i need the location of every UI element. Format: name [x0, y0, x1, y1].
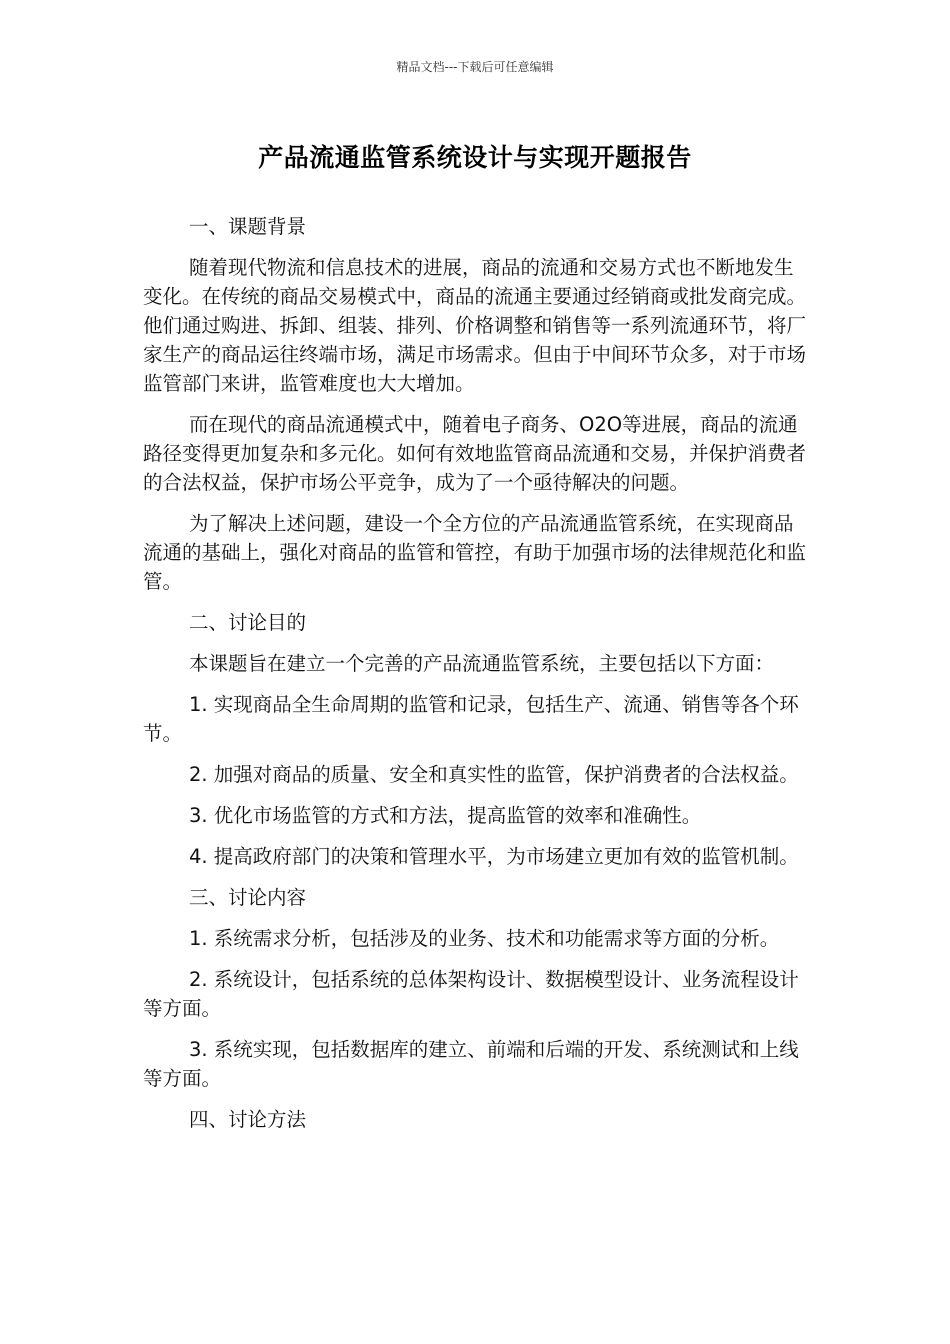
header-note: 精品文档---下载后可任意编辑 — [396, 60, 554, 74]
list-item: 3. 优化市场监管的方式和方法，提高监管的效率和准确性。 — [189, 804, 702, 827]
list-item: 3. 系统实现，包括数据库的建立、前端和后端的开发、系统测试和上线等方面。 — [143, 1038, 799, 1090]
list-item: 4. 提高政府部门的决策和管理水平，为市场建立更加有效的监管机制。 — [189, 845, 799, 868]
paragraph: 随着现代物流和信息技术的进展，商品的流通和交易方式也不断地发生变化。在传统的商品交易模式中，商品的流通主要通过经销商或批发商完成。他们通过购进、拆卸、组装、排列、价格调整和销售等一系列流通环节，将厂家生产的商品运往终端市场，满足市场需求。但由于中间环节众多，对于市场监管部门来讲，监管难度也大大增加。 — [143, 256, 807, 395]
list-item: 2. 加强对商品的质量、安全和真实性的监管，保护消费者的合法权益。 — [189, 763, 799, 786]
list-item: 1. 实现商品全生命周期的监管和记录，包括生产、流通、销售等各个环节。 — [143, 693, 799, 745]
list-item: 2. 系统设计，包括系统的总体架构设计、数据模型设计、业务流程设计等方面。 — [143, 968, 799, 1020]
paragraph: 为了解决上述问题，建设一个全方位的产品流通监管系统，在实现商品流通的基础上，强化对商品的监管和管控，有助于加强市场的法律规范化和监管。 — [143, 512, 807, 593]
section-heading-background: 一、课题背景 — [189, 215, 307, 238]
section-heading-method: 四、讨论方法 — [189, 1108, 307, 1131]
paragraph: 本课题旨在建立一个完善的产品流通监管系统，主要包括以下方面： — [189, 652, 775, 675]
list-item: 1. 系统需求分析，包括涉及的业务、技术和功能需求等方面的分析。 — [189, 927, 780, 950]
section-heading-content: 三、讨论内容 — [189, 886, 307, 909]
document-body — [143, 212, 811, 1146]
section-heading-purpose: 二、讨论目的 — [189, 611, 307, 634]
document-title: 产品流通监管系统设计与实现开题报告 — [258, 143, 692, 172]
paragraph: 而在现代的商品流通模式中，随着电子商务、O2O等进展，商品的流通路径变得更加复杂和多元化。如何有效地监管商品流通和交易，并保护消费者的合法权益，保护市场公平竞争，成为了一个亟待解决的问题。 — [143, 413, 807, 494]
